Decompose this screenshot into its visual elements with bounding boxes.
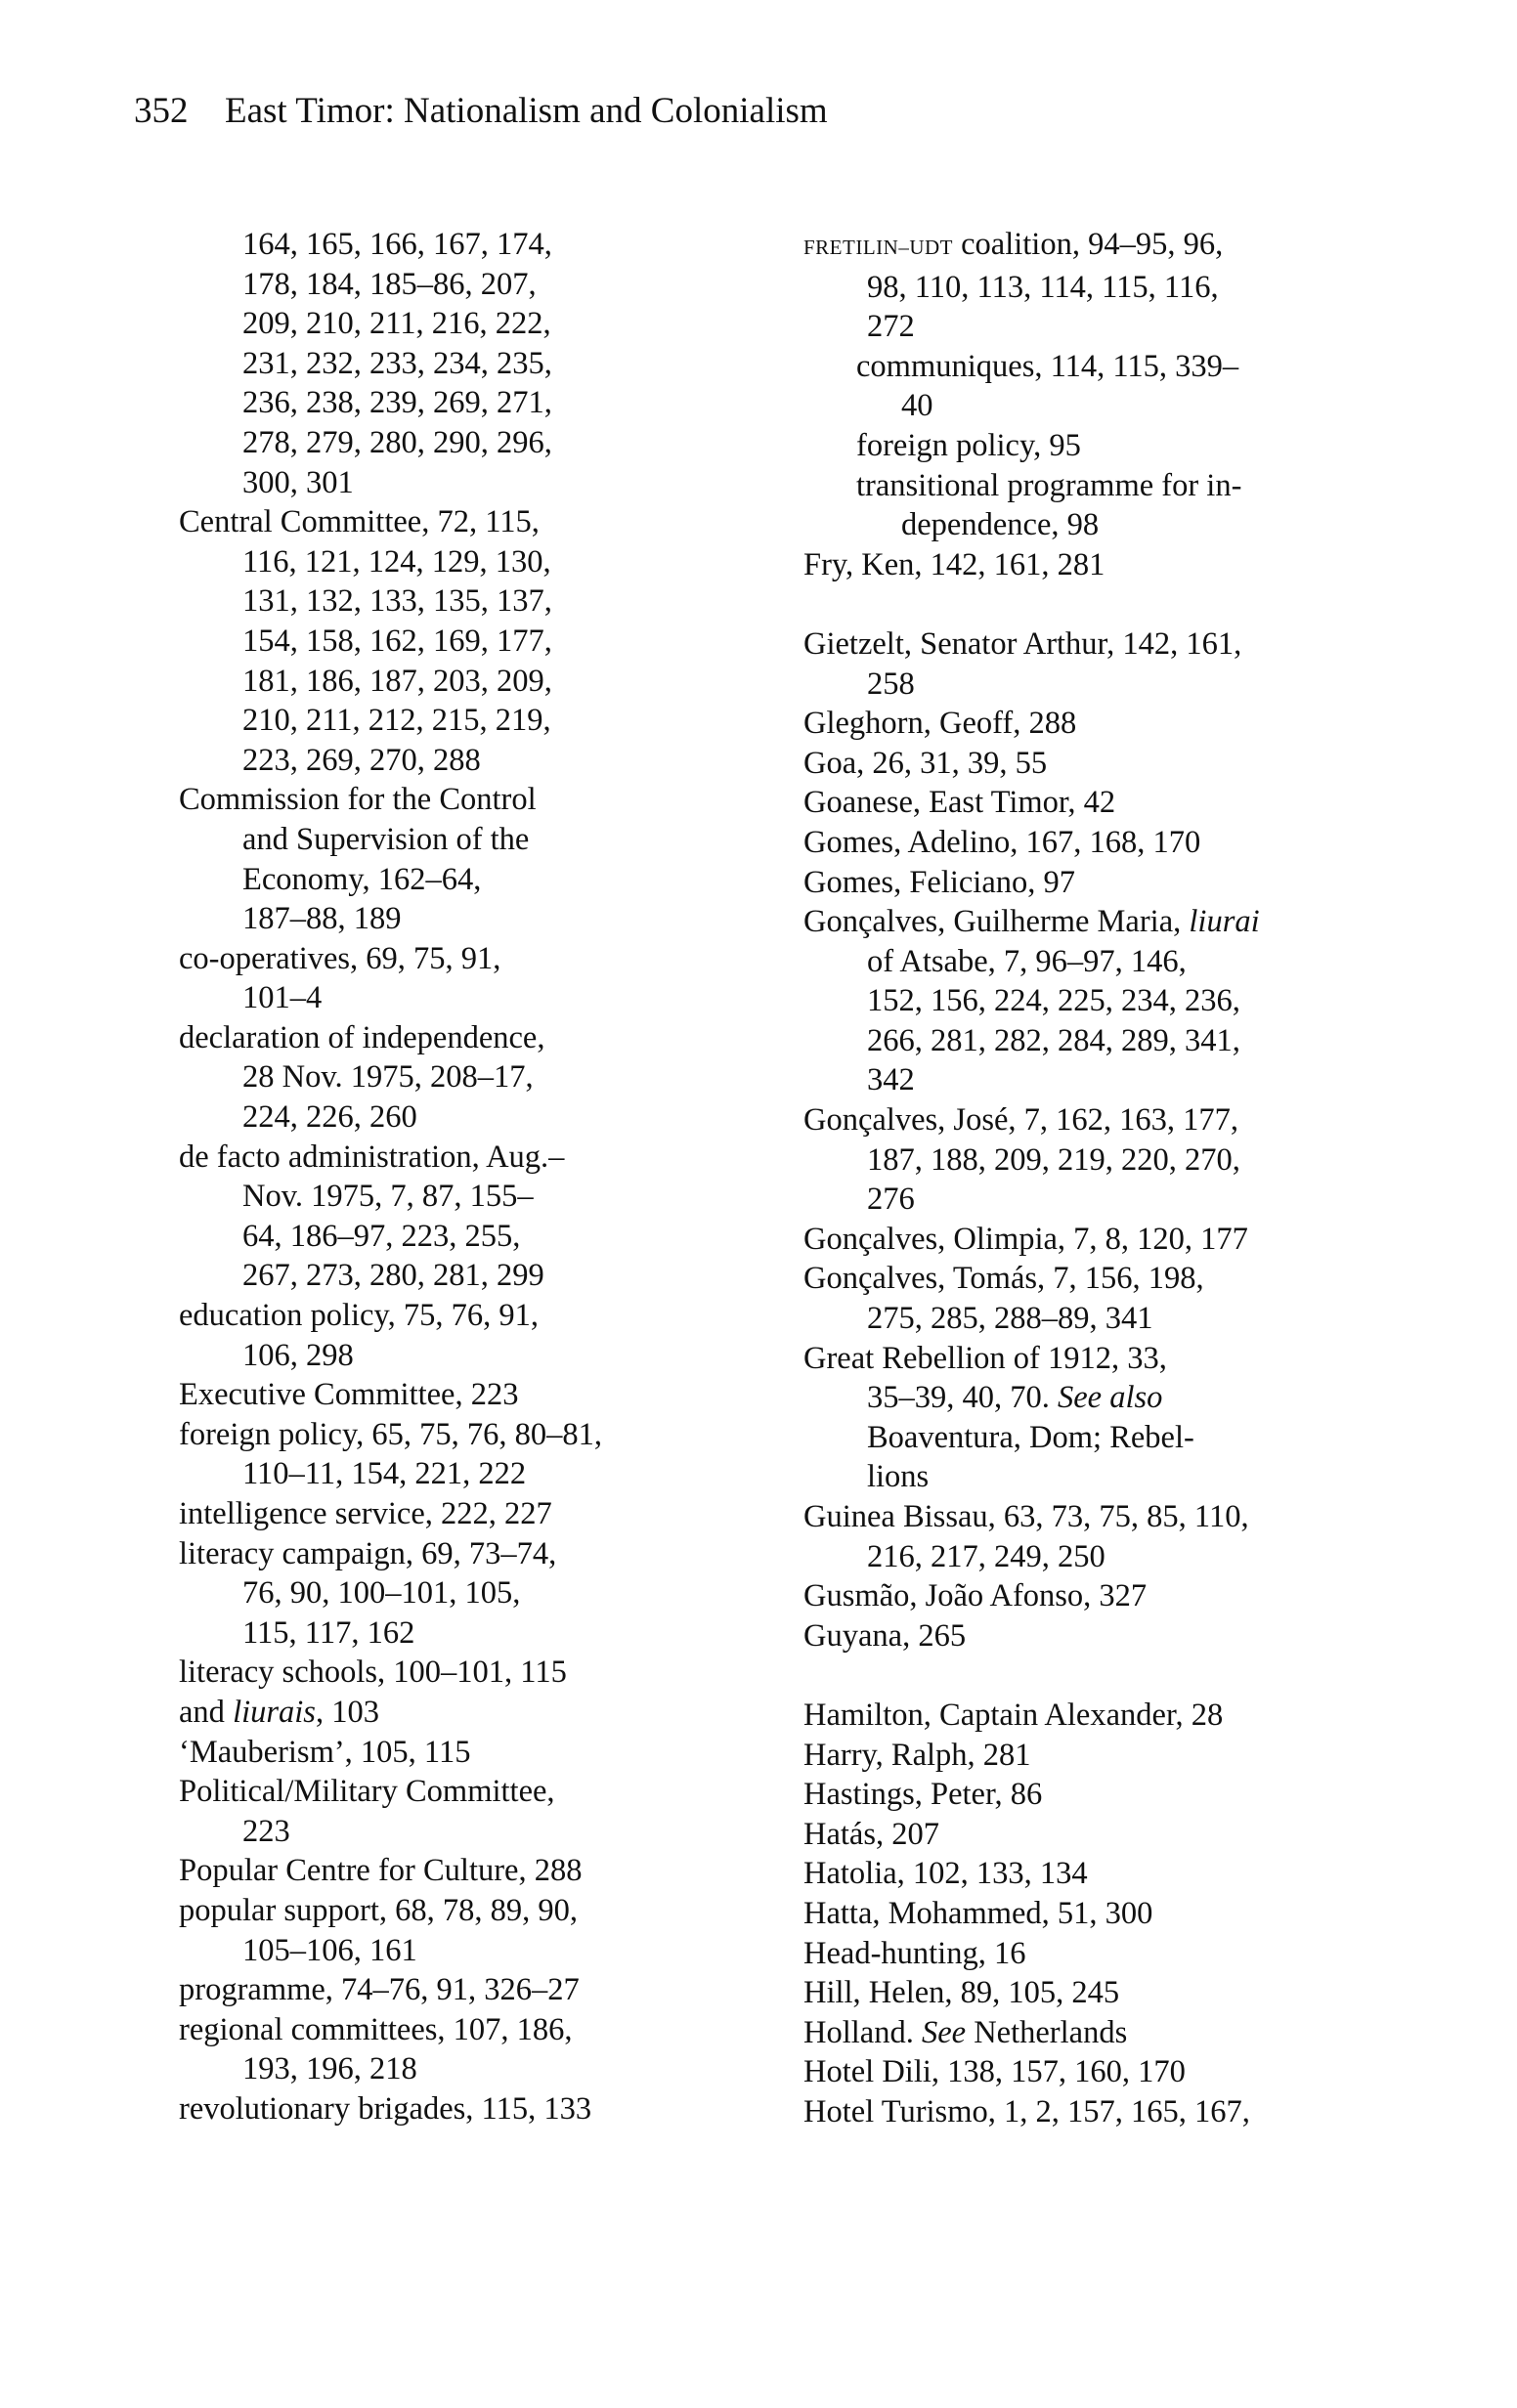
index-line: 76, 90, 100–101, 105, — [242, 1575, 521, 1612]
index-line: revolutionary brigades, 115, 133 — [179, 2090, 592, 2127]
index-line: 258 — [867, 666, 915, 702]
index-line: ‘Mauberism’, 105, 115 — [179, 1734, 471, 1770]
index-line: foreign policy, 95 — [856, 427, 1081, 463]
index-line: declaration of independence, — [179, 1019, 545, 1055]
index-line: Hatás, 207 — [803, 1816, 939, 1852]
index-line: co-operatives, 69, 75, 91, — [179, 940, 501, 976]
index-line: 187–88, 189 — [242, 901, 402, 937]
index-line — [803, 2013, 1351, 2053]
index-line: de facto administration, Aug.– — [179, 1139, 565, 1175]
index-line: foreign policy, 65, 75, 76, 80–81, — [179, 1416, 602, 1452]
index-line: Head-hunting, 16 — [803, 1935, 1026, 1971]
italic-text: liurais — [233, 1694, 316, 1730]
italic-text: See — [921, 2014, 967, 2050]
index-line: 224, 226, 260 — [242, 1099, 417, 1136]
index-line: Hotel Turismo, 1, 2, 157, 165, 167, — [803, 2093, 1250, 2129]
index-line: Guyana, 265 — [803, 1617, 967, 1654]
index-line: Political/Military Committee, — [179, 1774, 555, 1810]
index-line — [179, 1693, 668, 1733]
index-line: Hill, Helen, 89, 105, 245 — [803, 1975, 1120, 2011]
index-line: literacy schools, 100–101, 115 — [179, 1655, 567, 1691]
index-line: Gonçalves, Tomás, 7, 156, 198, — [803, 1261, 1204, 1297]
index-line: Hotel Dili, 138, 157, 160, 170 — [803, 2054, 1186, 2090]
index-line: literacy campaign, 69, 73–74, — [179, 1535, 557, 1571]
index-line: intelligence service, 222, 227 — [179, 1496, 552, 1531]
text-segment: Netherlands — [966, 2014, 1128, 2050]
index-line: 276 — [867, 1182, 915, 1218]
index-line: 164, 165, 166, 167, 174, — [242, 227, 552, 262]
index-line: 110–11, 154, 221, 222 — [242, 1456, 527, 1492]
text-segment: 35–39, 40, 70. — [867, 1380, 1058, 1416]
index-line: and Supervision of the — [242, 821, 530, 857]
index-line: 193, 196, 218 — [242, 2051, 417, 2087]
index-line: Gietzelt, Senator Arthur, 142, 161, — [803, 625, 1242, 662]
index-line: transitional programme for in- — [856, 467, 1242, 503]
index-line: dependence, 98 — [901, 507, 1100, 543]
index-line: 178, 184, 185–86, 207, — [242, 266, 537, 302]
index-line: 28 Nov. 1975, 208–17, — [242, 1059, 534, 1096]
index-line: Executive Committee, 223 — [179, 1377, 519, 1413]
index-line: Gleghorn, Geoff, 288 — [803, 706, 1077, 742]
index-line: Popular Centre for Culture, 288 — [179, 1853, 583, 1889]
index-line: lions — [867, 1459, 930, 1495]
index-spacer — [803, 584, 1351, 624]
index-line: Hatolia, 102, 133, 134 — [803, 1856, 1088, 1892]
index-line: 275, 285, 288–89, 341 — [867, 1301, 1153, 1337]
index-line: Gusmão, João Afonso, 327 — [803, 1578, 1148, 1614]
index-line: 272 — [867, 309, 915, 345]
page-number: 352 — [134, 91, 189, 131]
index-line: 278, 279, 280, 290, 296, — [242, 424, 552, 460]
italic-text: See also — [1058, 1380, 1163, 1416]
index-line: Goa, 26, 31, 39, 55 — [803, 745, 1048, 781]
index-line: Economy, 162–64, — [242, 861, 482, 897]
index-line: Gonçalves, Olimpia, 7, 8, 120, 177 — [803, 1221, 1248, 1257]
index-line: 101–4 — [242, 980, 323, 1016]
text-segment: Gonçalves, Guilherme Maria, — [803, 904, 1190, 940]
index-column-left — [179, 225, 668, 2129]
index-line: Central Committee, 72, 115, — [179, 504, 540, 540]
index-column-right — [803, 225, 1351, 2132]
index-spacer — [803, 1656, 1351, 1696]
index-line: 266, 281, 282, 284, 289, 341, — [867, 1022, 1240, 1058]
index-line — [803, 902, 1351, 942]
index-line: Boaventura, Dom; Rebel- — [867, 1419, 1194, 1455]
index-line: Gomes, Feliciano, 97 — [803, 864, 1076, 900]
index-line — [803, 1378, 1351, 1418]
index-line: 223 — [242, 1813, 290, 1849]
index-line: Hamilton, Captain Alexander, 28 — [803, 1697, 1224, 1733]
index-line: 210, 211, 212, 215, 219, — [242, 703, 551, 739]
index-line: popular support, 68, 78, 89, 90, — [179, 1892, 579, 1928]
index-line: programme, 74–76, 91, 326–27 — [179, 1972, 580, 2008]
index-line: 187, 188, 209, 219, 220, 270, — [867, 1141, 1240, 1178]
running-title: East Timor: Nationalism and Colonialism — [225, 91, 828, 131]
index-line: 105–106, 161 — [242, 1932, 417, 1968]
index-line: 267, 273, 280, 281, 299 — [242, 1258, 544, 1294]
index-line: 98, 110, 113, 114, 115, 116, — [867, 269, 1219, 305]
index-line: 152, 156, 224, 225, 234, 236, — [867, 983, 1240, 1019]
index-line: 300, 301 — [242, 464, 354, 500]
index-line: 236, 238, 239, 269, 271, — [242, 385, 552, 421]
running-head — [134, 90, 828, 132]
index-line: Guinea Bissau, 63, 73, 75, 85, 110, — [803, 1499, 1249, 1534]
index-line: 223, 269, 270, 288 — [242, 742, 481, 778]
index-line: 64, 186–97, 223, 255, — [242, 1218, 521, 1254]
index-line: 181, 186, 187, 203, 209, — [242, 663, 552, 699]
index-line: 40 — [901, 388, 933, 424]
index-line: 106, 298 — [242, 1337, 354, 1373]
index-line: Gonçalves, José, 7, 162, 163, 177, — [803, 1102, 1239, 1139]
index-line: Harry, Ralph, 281 — [803, 1737, 1031, 1773]
index-line: 342 — [867, 1062, 915, 1098]
index-line: Nov. 1975, 7, 87, 155– — [242, 1179, 534, 1215]
index-line: Hastings, Peter, 86 — [803, 1777, 1043, 1813]
index-line: education policy, 75, 76, 91, — [179, 1298, 539, 1334]
index-line: 231, 232, 233, 234, 235, — [242, 345, 552, 381]
index-line: 216, 217, 249, 250 — [867, 1538, 1105, 1574]
index-line: 209, 210, 211, 216, 222, — [242, 306, 551, 342]
index-line: communiques, 114, 115, 339– — [856, 348, 1239, 384]
text-segment: coalition, 94–95, 96, — [952, 227, 1224, 262]
small-caps-text: FRETILIN–UDT — [803, 236, 953, 259]
index-line: 154, 158, 162, 169, 177, — [242, 623, 552, 659]
index-line: Fry, Ken, 142, 161, 281 — [803, 546, 1105, 582]
index-line: Great Rebellion of 1912, 33, — [803, 1340, 1167, 1376]
index-line: Goanese, East Timor, 42 — [803, 785, 1116, 821]
index-line — [803, 225, 1351, 268]
index-line: of Atsabe, 7, 96–97, 146, — [867, 943, 1187, 979]
index-line: Hatta, Mohammed, 51, 300 — [803, 1895, 1153, 1931]
text-segment: Holland. — [803, 2014, 922, 2050]
index-line: 131, 132, 133, 135, 137, — [242, 583, 552, 620]
text-segment: , 103 — [315, 1694, 379, 1730]
index-line: 115, 117, 162 — [242, 1614, 415, 1651]
index-line: Gomes, Adelino, 167, 168, 170 — [803, 824, 1201, 860]
italic-text: liurai — [1189, 904, 1260, 940]
index-line: 116, 121, 124, 129, 130, — [242, 543, 551, 580]
index-line: Commission for the Control — [179, 782, 537, 818]
text-segment: and — [179, 1694, 234, 1730]
index-line: regional committees, 107, 186, — [179, 2011, 573, 2047]
